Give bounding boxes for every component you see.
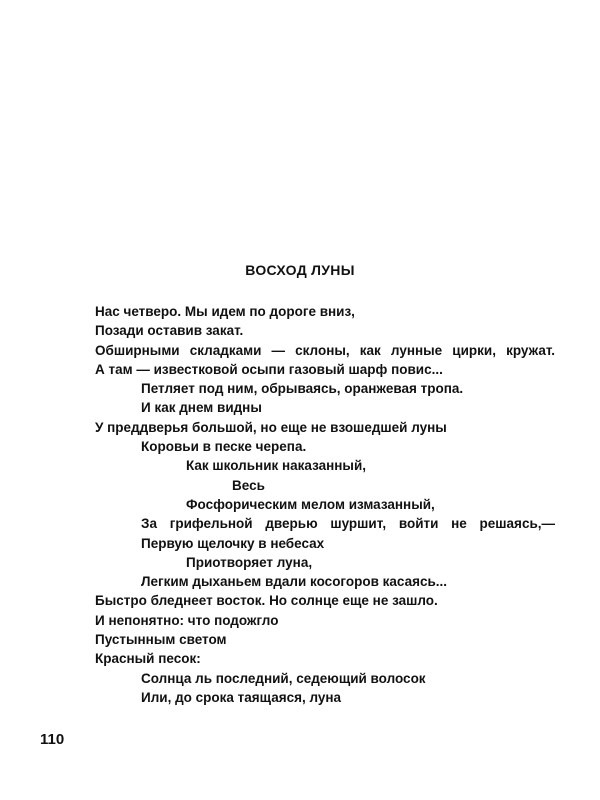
poem-line: А там — известковой осыпи газовый шарф повис...: [95, 361, 443, 377]
poem-line: Приотворяет луна,: [186, 554, 313, 570]
poem-line: Весь: [232, 477, 265, 493]
poem-line: Как школьник наказанный,: [186, 458, 367, 474]
poem-line: Петляет под ним, обрываясь, оранжевая тропа.: [141, 381, 464, 397]
poem-line: Коровьи в песке черепа.: [141, 439, 307, 455]
poem-line: Первую щелочку в небесах: [141, 535, 325, 551]
poem-line: Пустынным светом: [95, 632, 227, 648]
poem-line: И как днем видны: [141, 400, 262, 416]
poem-line: Фосфорическим мелом измазанный,: [186, 496, 435, 512]
poem-line: Или, до срока таящаяся, луна: [141, 689, 342, 705]
page-number: 110: [40, 731, 65, 748]
poem-body: [95, 302, 555, 707]
poem-line: Красный песок:: [95, 651, 201, 667]
poem-line: Обширными складками — склоны, как лунные цирки, кружат.: [95, 342, 555, 358]
poem-line: Легким дыханьем вдали косогоров касаясь...: [141, 574, 448, 590]
poem-line: Быстро бледнеет восток. Но солнце еще не зашло.: [95, 593, 438, 609]
poem-line: Солнца ль последний, седеющий волосок: [141, 670, 426, 686]
poem-line: За грифельной дверью шуршит, войти не решаясь,—: [141, 516, 555, 532]
poem-line: У преддверья большой, но еще не взошедшей луны: [95, 419, 447, 435]
poem-title: ВОСХОД ЛУНЫ: [245, 262, 355, 278]
poem-line: Нас четверо. Мы идем по дороге вниз,: [95, 304, 355, 319]
poem-line: Позади оставив закат.: [95, 323, 244, 339]
poem-line: И непонятно: что подожгло: [95, 612, 279, 628]
